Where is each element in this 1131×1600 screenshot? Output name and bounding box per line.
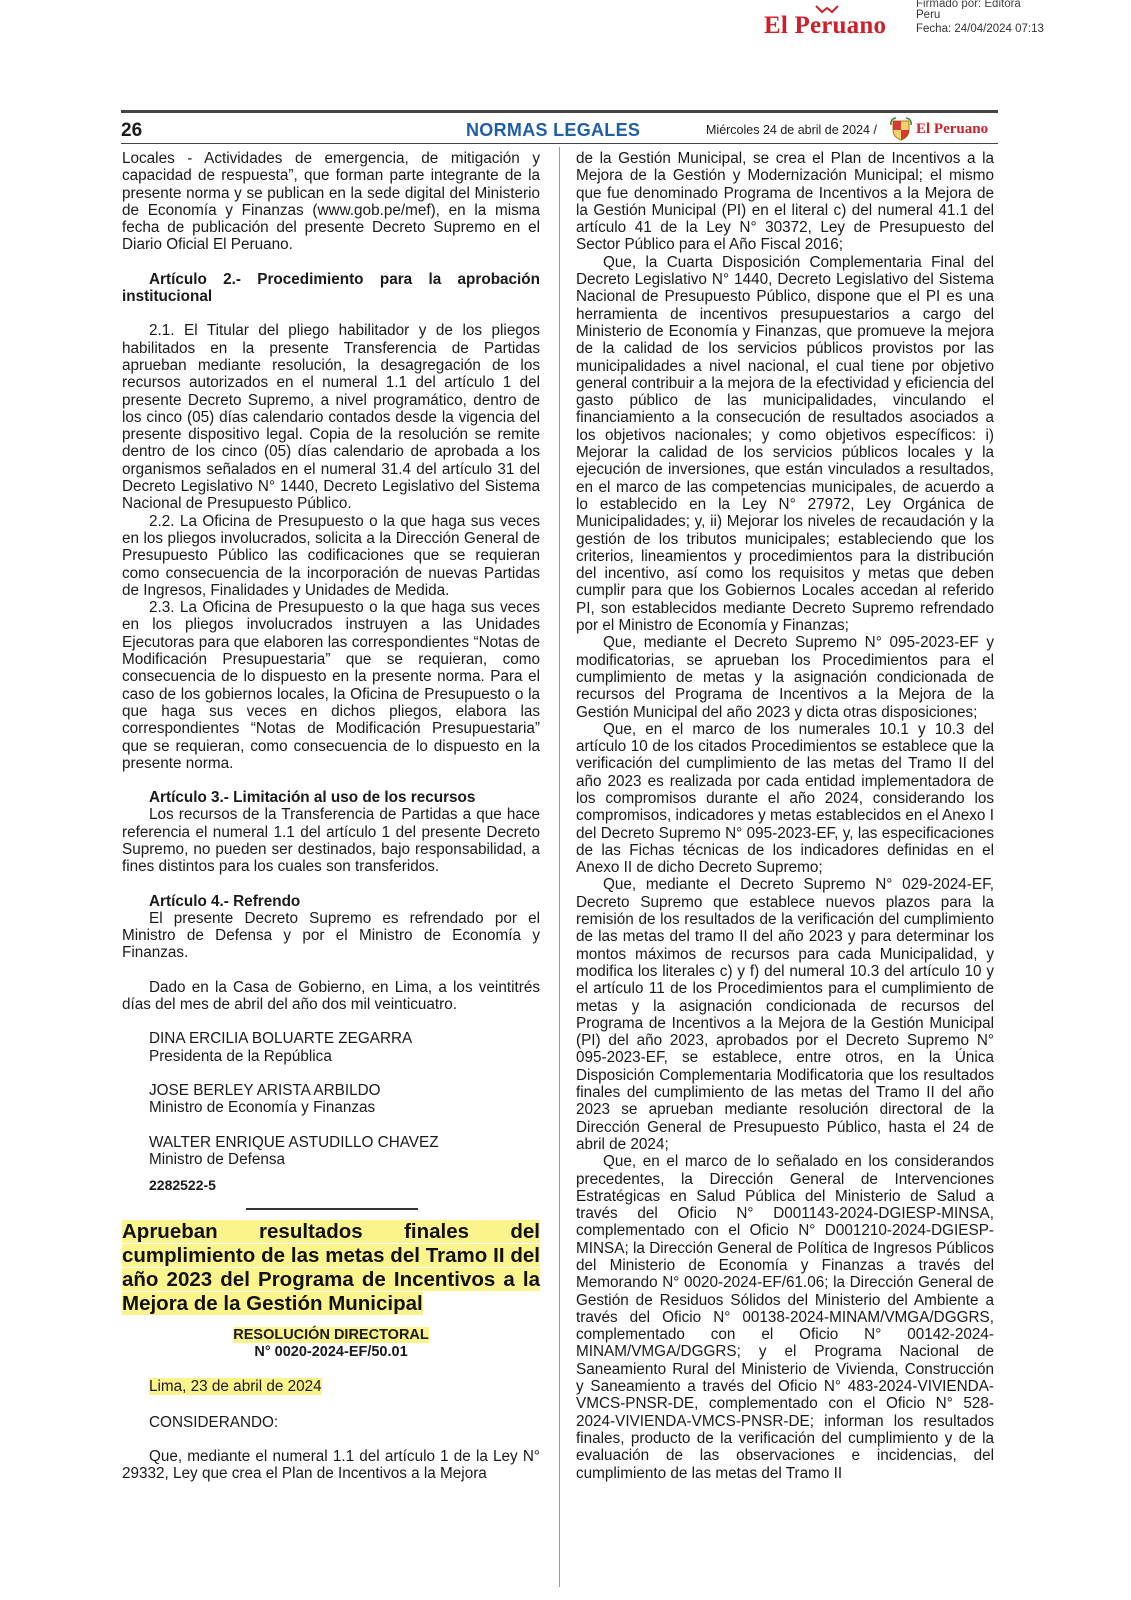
signatory-2-name: JOSE BERLEY ARISTA ARBILDO [149, 1081, 381, 1099]
article-2-title: Artículo 2.- Procedimiento para la aprobación institucional [122, 270, 540, 306]
stamp-country: Peru [916, 9, 941, 21]
paragraph-que-4: Que, en el marco de los numerales 10.1 y 10.3 del artículo 10 de los citados Procedimientos se establece que la verificación del cumplimiento de las metas del Tramo II del año 2023 es realizada por cada entidad implementadora de los compromisos durante el año 2024, considerando los compromisos, indicadores y metas establecidos en el Anexo I del Decreto Supremo N° 095-2023-EF, y, las especificaciones de las Fichas técnicas de los indicadores definidas en el Anexo II de dicho Decreto Supremo; [576, 720, 994, 877]
resolution-type: RESOLUCIÓN DIRECTORAL [233, 1327, 429, 1344]
paragraph-article-3: Los recursos de la Transferencia de Partidas a que hace referencia el numeral 1.1 del artículo 1 del presente Decreto Supremo, no pueden ser destinados, bajo responsabilidad, a fines distintos para los cuales son transferidos. [122, 806, 540, 876]
paragraph-que-6: Que, en el marco de lo señalado en los considerandos precedentes, la Dirección General de Intervenciones Estratégicas en Salud Pública del Ministerio de Salud a través del Oficio N° D001143-2024-DGIESP-MINSA, complementado con el Oficio N° D001210-2024-DGIESP-MINSA; la Dirección General de Política de Ingresos Públicos del Ministerio de Economía y Finanzas a través del Memorando N° 0020-2024-EF/61.06; la Dirección General de Gestión de Residuos Sólidos del Ministerio del Ambiente a través del Oficio N° 00138-2024-MINAM/VMGA/DGGRS, complementado con el Oficio N° 00142-2024-MINAM/VMGA/DGGRS; y el Programa Nacional de Saneamiento Rural del Ministerio de Vivienda, Construcción y Saneamiento a través del Oficio N° 483-2024-VIVIENDA-VMCS-PNSR-DE, complementado con el Oficio N° 528-2024-VIVIENDA-VMCS-PNSR-DE; informan los resultados finales, producto de la verificación del cumplimiento y de la evaluación de las observaciones e incidencias, del cumplimiento de las metas del Tramo II [576, 1153, 994, 1482]
digital-signature-stamp [764, 0, 1104, 44]
paragraph-dado: Dado en la Casa de Gobierno, en Lima, a los veintitrés días del mes de abril del año dos mil veinticuatro. [122, 978, 540, 1014]
paragraph-intro: Locales - Actividades de emergencia, de mitigación y capacidad de respuesta”, que forman parte integrante de la presente norma y se publican en la sede digital del Ministerio de Economía y Finanzas (www.gob.pe/mef), en la misma fecha de publicación del presente Decreto Supremo en el Diario Oficial El Peruano. [122, 150, 540, 254]
separator-rule [246, 1208, 418, 1210]
header-brand: El Peruano [916, 121, 989, 137]
left-column [122, 150, 540, 1483]
stamp-brand-logo: El Peruano [764, 12, 887, 39]
signatory-2-role: Ministro de Economía y Finanzas [149, 1099, 376, 1117]
stamp-date: Fecha: 24/04/2024 07:13 [916, 22, 1044, 35]
paragraph-que-1: Que, mediante el numeral 1.1 del artículo 1 de la Ley N° 29332, Ley que crea el Plan de Incentivos a la Mejora [122, 1448, 540, 1483]
paragraph-que-5: Que, mediante el Decreto Supremo N° 029-2024-EF, Decreto Supremo que establece nuevos plazos para la remisión de los resultados de la verificación del cumplimiento de las metas del tramo II del año 2023 y para determinar los montos máximos de recursos para cada Municipalidad, y modifica los literales c) y f) del numeral 10.3 del artículo 10 y el artículo 11 de los Procedimientos para el cumplimiento de metas y la asignación condicionada de recursos del Programa de Incentivos a la Mejora de la Gestión Municipal (PI) del año 2023, aprobados por el Decreto Supremo N° 095-2023-EF, se establece, entre otros, en la Única Disposición Complementaria Modificatoria que los resultados finales del cumplimiento de las metas del Tramo II del año 2023 se aprueban mediante resolución directoral de la Dirección General de Presupuesto Público, hasta el 24 de abril de 2024; [576, 876, 994, 1153]
signatory-3-role: Ministro de Defensa [149, 1150, 286, 1168]
paragraph-continuation: de la Gestión Municipal, se crea el Plan de Incentivos a la Mejora de la Gestión y Modernización Municipal; el mismo que fue denominado Programa de Incentivos a la Mejora de la Gestión Municipal (PI) en el literal c) del numeral 41.1 del artículo 41 de la Ley N° 30372, Ley de Presupuesto del Sector Público para el Año Fiscal 2016; [576, 150, 994, 254]
page-number: 26 [121, 120, 143, 141]
header-top-rule [121, 110, 998, 113]
article-4-title: Artículo 4.- Refrendo [149, 892, 301, 910]
headline-text: Aprueban resultados finales del cumplimiento de las metas del Tramo II del año 2023 del Programa de Incentivos a la Mejora de la Gestión Municipal [122, 1220, 540, 1316]
header-bottom-rule [121, 143, 998, 144]
paragraph-que-3: Que, mediante el Decreto Supremo N° 095-2023-EF y modificatorias, se aprueban los Procedimientos para el cumplimiento de metas y la asignación condicionada de recursos del Programa de Incentivos a la Mejora de la Gestión Municipal del año 2023 y dicta otras disposiciones; [576, 634, 994, 721]
coat-of-arms-icon [890, 117, 912, 141]
resolution-number: N° 0020-2024-EF/50.01 [254, 1344, 408, 1361]
header-date-brand [706, 121, 998, 141]
paragraph-2-3: 2.3. La Oficina de Presupuesto o la que haga sus veces en los pliegos involucrados instruyen a las Unidades Ejecutoras para que elaboren las correspondientes “Notas de Modificación Presupuestaria” que se requieran, como consecuencia de lo dispuesto en la presente norma. Para el caso de los gobiernos locales, la Oficina de Presupuesto o la que haga sus veces en dichos pliegos, elabora las correspondientes “Notas de Modificación Presupuestaria” que se requieran, como consecuencia de lo dispuesto en la presente norma. [122, 599, 540, 772]
considerando-heading: CONSIDERANDO: [149, 1413, 279, 1431]
section-title: NORMAS LEGALES [466, 120, 641, 140]
signatory-1-name: DINA ERCILIA BOLUARTE ZEGARRA [149, 1030, 413, 1048]
stamp-signed-by: Firmado por: Editora [916, 0, 1021, 9]
paragraph-article-4: El presente Decreto Supremo es refrendado por el Ministro de Defensa y por el Ministro de Economía y Finanzas. [122, 909, 540, 962]
document-code: 2282522-5 [149, 1177, 216, 1194]
article-3-title: Artículo 3.- Limitación al uso de los recursos [149, 789, 476, 807]
signatory-3-name: WALTER ENRIQUE ASTUDILLO CHAVEZ [149, 1133, 439, 1151]
resolution-title [122, 1327, 540, 1361]
column-divider [559, 147, 560, 1587]
stamp-text [916, 0, 1044, 36]
signatory-1-role: Presidenta de la República [149, 1047, 332, 1065]
header-date: Miércoles 24 de abril de 2024 / [706, 123, 877, 137]
resolution-headline [122, 1220, 540, 1316]
place-date-text: Lima, 23 de abril de 2024 [149, 1378, 322, 1396]
paragraph-que-2: Que, la Cuarta Disposición Complementaria Final del Decreto Legislativo N° 1440, Decreto Legislativo del Sistema Nacional de Presupuesto Público, dispone que el PI es una herramienta de incentivos presupuestarios a cargo del Ministerio de Economía y Finanzas, que promueve la mejora de la calidad de los servicios públicos provistos por las municipalidades a nivel nacional, el cual tiene por objetivo general contribuir a la mejora de la efectividad y eficiencia del gasto público de las municipalidades, vinculando el financiamiento a la consecución de resultados asociados a los objetivos nacionales; y como objetivos específicos: i) Mejorar la calidad de los servicios públicos locales y la ejecución de inversiones, que están vinculados a resultados, en el marco de las competencias municipales, de acuerdo a lo establecido en la Ley N° 27972, Ley Orgánica de Municipalidades; y, ii) Mejorar los niveles de recaudación y la gestión de los tributos municipales; estableciendo que los criterios, lineamientos y procedimientos para la distribución del incentivo, así como los requisitos y metas que deben cumplir para que los Gobiernos Locales accedan al referido PI, son establecidos mediante Decreto Supremo refrendado por el Ministro de Economía y Finanzas; [576, 253, 994, 635]
paragraph-2-2: 2.2. La Oficina de Presupuesto o la que haga sus veces en los pliegos involucrados, solicita a la Dirección General de Presupuesto Público las codificaciones que se requieran como consecuencia de la incorporación de nuevas Partidas de Ingresos, Finalidades y Unidades de Medida. [122, 512, 540, 599]
place-date [122, 1378, 540, 1395]
right-column [576, 150, 994, 1482]
paragraph-2-1: 2.1. El Titular del pliego habilitador y de los pliegos habilitados en la presente Transferencia de Partidas aprueban mediante resolución, la desagregación de los recursos autorizados en el numeral 1.1 del artículo 1 del presente Decreto Supremo, a nivel programático, dentro de los cinco (05) días calendario contados desde la vigencia del presente dispositivo legal. Copia de la resolución se remite dentro de los cinco (05) días calendario de aprobada a los organismos señalados en el numeral 31.4 del artículo 31 del Decreto Legislativo N° 1440, Decreto Legislativo del Sistema Nacional de Presupuesto Público. [122, 322, 540, 513]
